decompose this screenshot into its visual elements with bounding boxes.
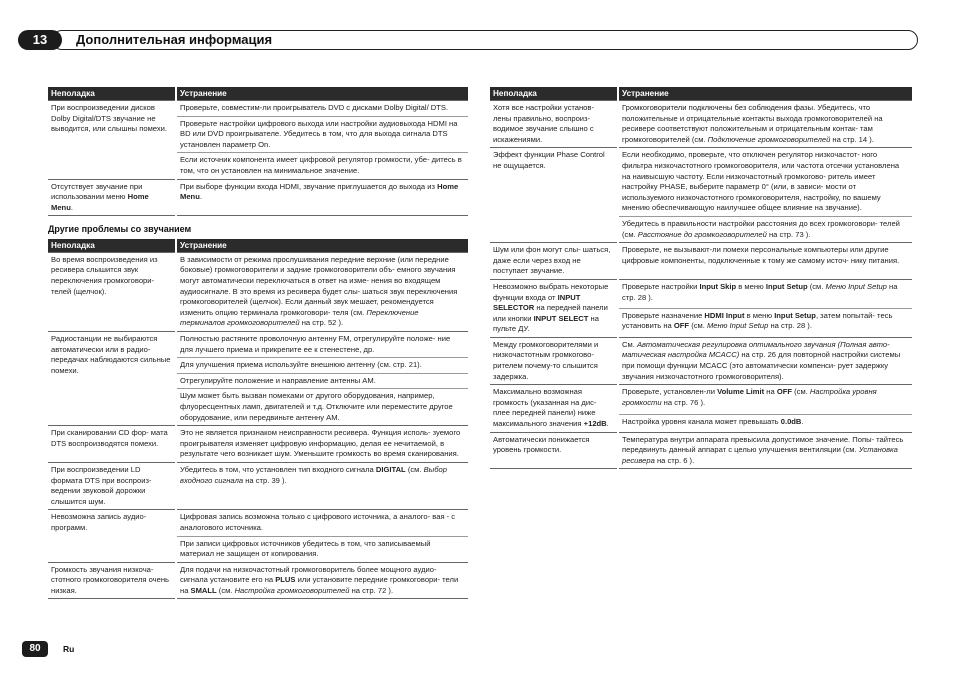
table-row: [490, 337, 912, 384]
problem-cell: Между громкоговорителями и низкочастотным громкогово- рителем почему-то слышится задержка.: [490, 337, 618, 384]
table-row: [490, 101, 912, 148]
table-row: [48, 510, 468, 536]
problem-cell: Автоматически понижается уровень громкости.: [490, 432, 618, 469]
page-number: 80: [22, 641, 48, 657]
header-problem: Неполадка: [48, 87, 176, 101]
header-remedy: Устранение: [176, 87, 468, 101]
table-other-sound: [48, 239, 468, 600]
table-header-row: [48, 87, 468, 101]
remedy-cell: При записи цифровых источников убедитесь в том, что записываемый материал не защищен от копирования.: [176, 536, 468, 562]
table-row: [490, 279, 912, 308]
problem-cell: Шум или фон могут слы- шаться, даже если через вход не поступает звучание.: [490, 243, 618, 280]
header-problem: Неполадка: [48, 239, 176, 253]
remedy-cell: Если необходимо, проверьте, что отключен регулятор низкочастот- ного фильтра низкочастотного громкоговорителя, или частота отсечки установлена на наивысшую частоту. Если низкочастотный громкогово- ритель имеет настройку PHASE, выберите параметр 0° (или, в зависи- мости от используемого низкочастотного громкоговорителя, настройку, по вашему мнению обеспечивающую наилучшее общее влияние на звучание).: [618, 148, 912, 217]
problem-cell: Невозможно выбрать некоторые функции входа от INPUT SELECTOR на передней панели или кнопки INPUT SELECT на пульте ДУ.: [490, 279, 618, 337]
table-header-row: [490, 87, 912, 101]
section-heading-other-sound: Другие проблемы со звучанием: [48, 223, 192, 234]
remedy-cell: Полностью растяните проволочную антенну FM, отрегулируйте положе- ние для лучшего приема и прикрепите ее к стенестене, др.: [176, 332, 468, 358]
remedy-cell: Проверьте, не вызывают-ли помехи персональные компьютеры или другие цифровые компоненты, подключенные к тому же самому источ- нику питания.: [618, 243, 912, 280]
remedy-cell: Громкоговорители подключены без соблюдения фазы. Убедитесь, что положительные и отрицательные контакты выхода громкоговорителей на ресивере соответствуют положительным и отрицательным контак- там громкоговорителей (см. Подключение громкоговорителей на стр. 14 ).: [618, 101, 912, 148]
problem-cell: Отсутствует звучание при использовании меню Home Menu.: [48, 179, 176, 216]
remedy-cell: Цифровая запись возможна только с цифрового источника, а аналого- вая - с аналогового источника.: [176, 510, 468, 536]
table-row: [490, 385, 912, 415]
problem-cell: Эффект функции Phase Control не ощущается.: [490, 148, 618, 243]
right-column: [490, 87, 912, 470]
table-row: [490, 148, 912, 217]
troubleshooting-table: [48, 239, 468, 600]
table-row: [490, 243, 912, 280]
table-dts-menu: [48, 87, 468, 217]
remedy-cell: Шум может быть вызван помехами от другого оборудования, например, флуоресцентных ламп, двигателей и т.д. Отключите или переместите другое оборудование, или передвиньте антенну AM.: [176, 389, 468, 426]
problem-cell: При воспроизведении LD формата DTS при воспроиз- ведении звуковой дорожки слышится шум.: [48, 462, 176, 509]
header-problem: Неполадка: [490, 87, 618, 101]
remedy-cell: Это не является признаком неисправности ресивера. Функция исполь- зуемого проигрывателя изменяет цифровую информацию, делая ее нечитаемой, в результате чего возникает шум. Уменьшите громкость во время сканирования.: [176, 426, 468, 463]
table-end-rule: [48, 599, 468, 600]
remedy-cell: Убедитесь в правильности настройки расстояния до всех громкоговори- телей (см. Расстояние до громкоговорителей на стр. 73 ).: [618, 216, 912, 242]
troubleshooting-table: [48, 87, 468, 217]
table-row: [48, 462, 468, 509]
remedy-cell: Для улучшения приема используйте внешнюю антенну (см. стр. 21).: [176, 358, 468, 374]
problem-cell: Хотя все настройки установ- лены правильно, воспроиз- водимое звучание слышно с искажениями.: [490, 101, 618, 148]
remedy-cell: Настройка уровня канала может превышать 0.0dB.: [618, 414, 912, 432]
problem-cell: Громкость звучания низкоча- стотного громкоговорителя очень низкая.: [48, 562, 176, 599]
problem-cell: При воспроизведении дисков Dolby Digital/DTS звучание не выводится, или слышны помехи.: [48, 101, 176, 180]
problem-cell: Невозможна запись аудио- программ.: [48, 510, 176, 562]
language-code: Ru: [63, 644, 75, 654]
header-remedy: Устранение: [618, 87, 912, 101]
table-row: [48, 332, 468, 358]
remedy-cell: Если источник компонента имеет цифровой регулятор громкости, убе- дитесь в том, что он установлен на минимальное значение.: [176, 153, 468, 179]
table-end-rule: [48, 216, 468, 217]
troubleshooting-table: [490, 87, 912, 470]
table-end-rule: [490, 469, 912, 470]
remedy-cell: Проверьте настройки Input Skip в меню Input Setup (см. Меню Input Setup на стр. 28 ).: [618, 279, 912, 308]
remedy-cell: Проверьте, совместим-ли проигрыватель DVD с дисками Dolby Digital/ DTS.: [176, 101, 468, 117]
table-header-row: [48, 239, 468, 253]
remedy-cell: См. Автоматическая регулировка оптимального звучания (Полная авто- матическая настройка MCACC) на стр. 26 для повторной настройки системы при помощи функции MCACC (это автоматически компенси- рует задержку звучания низкочастотного громкоговорителя).: [618, 337, 912, 384]
problem-cell: Радиостанции не выбираются автоматически или в радио- передачах наблюдаются сильные помехи.: [48, 332, 176, 426]
table-row: [48, 562, 468, 599]
remedy-cell: Проверьте настройки цифрового выхода или настройки аудиовыхода HDMI на BD или DVD проигрывателе. Убедитесь в том, что для выхода сигнала DTS установлен параметр On.: [176, 116, 468, 153]
problem-cell: Во время воспроизведения из ресивера слышится звук переключения громкоговори- телей (щелчок).: [48, 252, 176, 331]
problem-cell: При сканировании CD фор- мата DTS воспроизводятся помехи.: [48, 426, 176, 463]
remedy-cell: Проверьте назначение HDMI Input в меню Input Setup, затем попытай- тесь установить на OFF (см. Меню Input Setup на стр. 28 ).: [618, 308, 912, 337]
chapter-number: 13: [18, 30, 62, 50]
table-row: [48, 101, 468, 117]
left-column: [48, 87, 468, 600]
remedy-cell: Отрегулируйте положение и направление антенны AM.: [176, 373, 468, 389]
table-row: [48, 426, 468, 463]
remedy-cell: Для подачи на низкочастотный громкоговоритель более мощного аудио- сигнала установите его на PLUS или установите передние громкоговори- тели на SMALL (см. Настройка громкоговорителей на стр. 72 ).: [176, 562, 468, 599]
table-more-problems: [490, 87, 912, 470]
table-row: [490, 432, 912, 469]
chapter-header: [18, 30, 918, 50]
chapter-title: Дополнительная информация: [76, 32, 273, 47]
remedy-cell: Убедитесь в том, что установлен тип входного сигнала DIGITAL (см. Выбор входного сигнала на стр. 39 ).: [176, 462, 468, 509]
problem-cell: Максимально возможная громкость (указанная на дис- плее передней панели) ниже максимального значения +12dB.: [490, 385, 618, 432]
header-remedy: Устранение: [176, 239, 468, 253]
remedy-cell: При выборе функции входа HDMI, звучание приглушается до выхода из Home Menu.: [176, 179, 468, 216]
table-row: [48, 179, 468, 216]
remedy-cell: Проверьте, установлен-ли Volume Limit на OFF (см. Настройка уровня громкости на стр. 76 ).: [618, 385, 912, 415]
table-row: [48, 252, 468, 331]
remedy-cell: В зависимости от режима прослушивания передние верхние (или передние боковые) громкоговорители и задние громкоговорители объ- емного звучания могут автоматически переключаться в ответ на изме- нения во входящем аудиосигнале. В это время из ресивера будет слы- шаться звук переключения громкоговорителей (щелчок). Если данный звук мешает, рекомендуется изменить опцию терминала громкоговори- теля (см. Переключение терминалов громкоговорителей на стр. 52 ).: [176, 252, 468, 331]
remedy-cell: Температура внутри аппарата превысила допустимое значение. Попы- тайтесь передвинуть данный аппарат с целью улучшения вентиляции (см. Установка ресивера на стр. 6 ).: [618, 432, 912, 469]
